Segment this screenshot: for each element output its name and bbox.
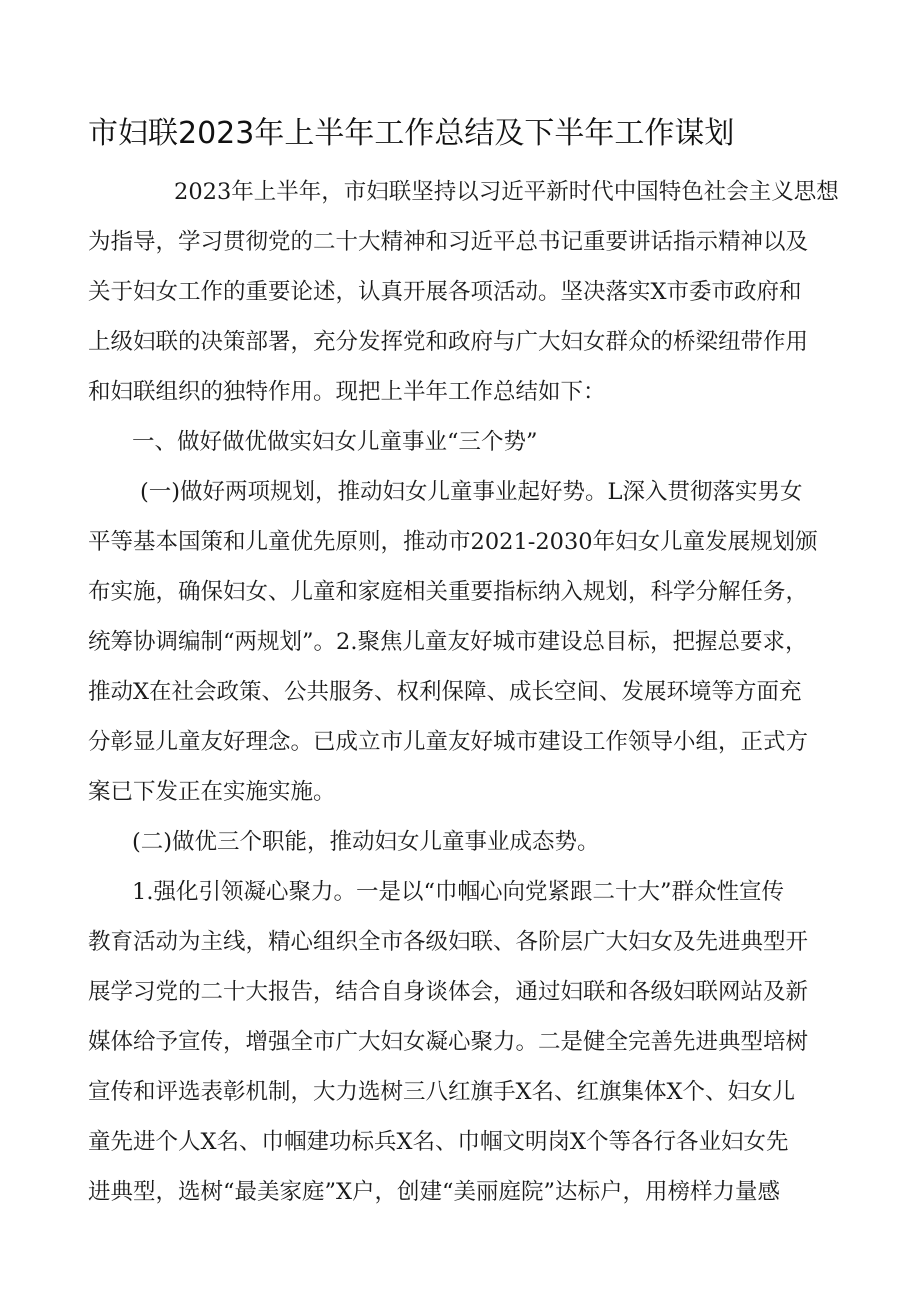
paragraph-line: 教育活动为主线，精心组织全市各级妇联、各阶层广大妇女及先进典型开 <box>88 929 809 955</box>
paragraph-line: 关于妇女工作的重要论述，认真开展各项活动。坚决落实X市委市政府和 <box>88 279 802 305</box>
paragraph-line: 为指导，学习贯彻党的二十大精神和习近平总书记重要讲话指示精神以及 <box>88 229 809 255</box>
paragraph-line: 平等基本国策和儿童优先原则，推动市2021-2030年妇女儿童发展规划颁 <box>88 529 818 555</box>
section-heading: 一、做好做优做实妇女儿童事业“三个势” <box>132 429 538 455</box>
paragraph-line: 布实施，确保妇女、儿童和家庭相关重要指标纳入规划，科学分解任务， <box>88 579 809 605</box>
paragraph-line: 推动X在社会政策、公共服务、权利保障、成长空间、发展环境等方面充 <box>88 679 802 705</box>
paragraph-line: 媒体给予宣传，增强全市广大妇女凝心聚力。二是健全完善先进典型培树 <box>88 1029 809 1055</box>
paragraph-line: 童先进个人X名、巾帼建功标兵X名、巾帼文明岗X个等各行各业妇女先 <box>88 1129 789 1155</box>
document-title: 市妇联2023年上半年工作总结及下半年工作谋划 <box>88 116 735 151</box>
subsection-line: (一)做好两项规划，推动妇女儿童事业起好势。L深入贯彻落实男女 <box>140 479 803 505</box>
paragraph-line: 上级妇联的决策部署，充分发挥党和政府与广大妇女群众的桥梁纽带作用 <box>88 329 809 355</box>
paragraph-line: 分彰显儿童友好理念。已成立市儿童友好城市建设工作领导小组，正式方 <box>88 729 809 755</box>
paragraph-line: 1.强化引领凝心聚力。一是以“巾帼心向党紧跟二十大”群众性宣传 <box>132 879 784 905</box>
paragraph-line: 进典型，选树“最美家庭”X户，创建“美丽庭院”达标户，用榜样力量感 <box>88 1179 781 1205</box>
paragraph-line: 2023年上半年，市妇联坚持以习近平新时代中国特色社会主义思想 <box>174 179 839 205</box>
paragraph-line: 案已下发正在实施实施。 <box>88 779 336 805</box>
paragraph-line: 和妇联组织的独特作用。现把上半年工作总结如下： <box>88 379 606 405</box>
paragraph-line: 宣传和评选表彰机制，大力选树三八红旗手X名、红旗集体X个、妇女儿 <box>88 1079 796 1105</box>
subsection-heading: (二)做优三个职能，推动妇女儿童事业成态势。 <box>132 829 600 855</box>
paragraph-line: 统筹协调编制“两规划”。2.聚焦儿童友好城市建设总目标，把握总要求， <box>88 629 808 655</box>
paragraph-line: 展学习党的二十大报告，结合自身谈体会，通过妇联和各级妇联网站及新 <box>88 979 809 1005</box>
